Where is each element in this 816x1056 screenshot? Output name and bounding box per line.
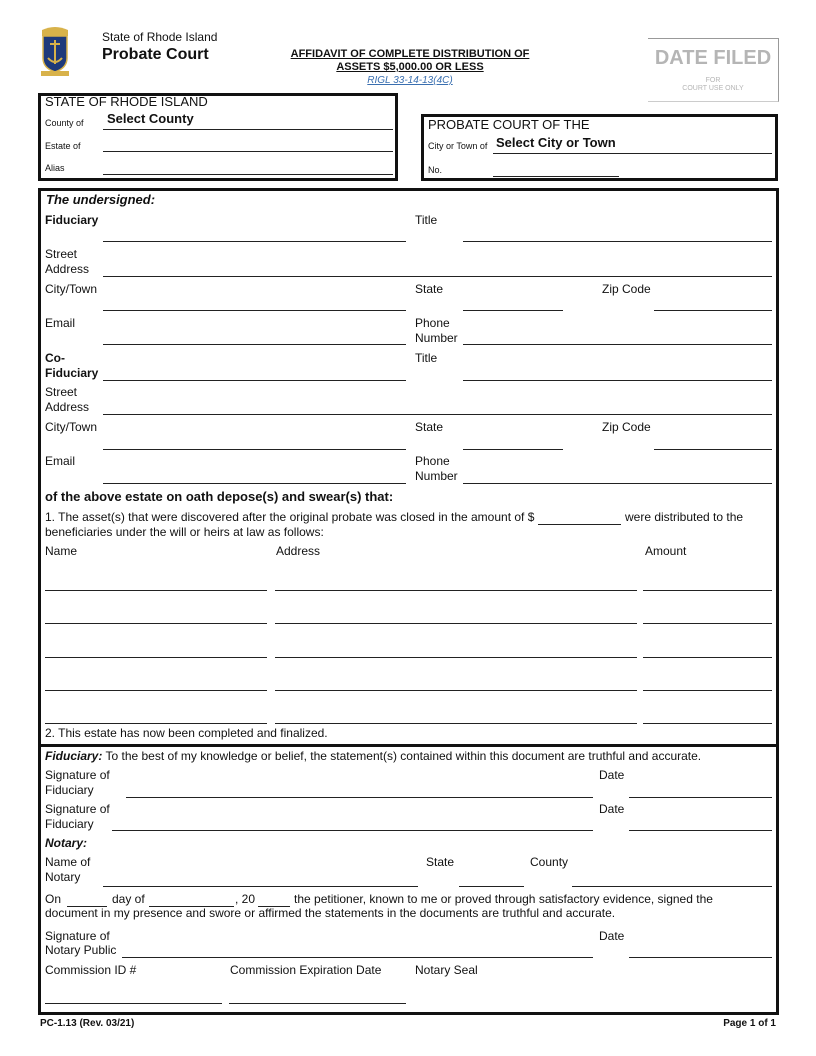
co-fiduciary-date-field[interactable]: [629, 830, 772, 831]
fiduciary-title-field[interactable]: [463, 241, 772, 242]
county-label: County of: [45, 118, 84, 128]
fiduciary-date-field[interactable]: [629, 797, 772, 798]
number-label: Number: [415, 331, 458, 345]
co-fiduciary-field[interactable]: [103, 380, 406, 381]
estate-label: Estate of: [45, 141, 81, 151]
notary-name-label: Name of: [45, 855, 91, 869]
document-text: document in my presence and swore or affirmed the statements in the documents are truthful and accurate.: [45, 906, 616, 920]
oath-heading: of the above estate on oath depose(s) and swear(s) that:: [45, 489, 394, 504]
for-label: FOR: [705, 77, 721, 84]
address-label: Address: [45, 262, 90, 276]
signature-label: Signature of: [45, 768, 110, 782]
co-zip-field[interactable]: [654, 449, 772, 450]
form-title-line1: AFFIDAVIT OF COMPLETE DISTRIBUTION OF: [290, 48, 530, 60]
phone-field[interactable]: [463, 344, 772, 345]
notary-county-label: County: [530, 855, 569, 869]
notary-heading: Notary:: [45, 836, 88, 850]
notary-seal-label: Notary Seal: [415, 963, 478, 977]
date-label-2: Date: [599, 802, 625, 816]
fiduciary-field[interactable]: [103, 241, 406, 242]
beneficiary-name-field[interactable]: [45, 590, 267, 591]
undersigned-section: [38, 188, 779, 747]
fiduciary-statement-lead: Fiduciary:: [45, 749, 103, 763]
beneficiary-address-field[interactable]: [275, 723, 637, 724]
co-street-label: Street: [45, 385, 78, 399]
notary-public-label: Notary Public: [45, 943, 117, 957]
address-column-header: Address: [276, 544, 321, 558]
notary-signature-label: Signature of: [45, 929, 110, 943]
commission-id-label: Commission ID #: [45, 963, 137, 977]
co-state-field[interactable]: [463, 449, 563, 450]
title-label: Title: [415, 213, 438, 227]
amount-field[interactable]: [538, 524, 621, 525]
beneficiary-address-field[interactable]: [275, 590, 637, 591]
notary-signature-field[interactable]: [122, 957, 593, 958]
co-number-label: Number: [415, 469, 458, 483]
beneficiary-amount-field[interactable]: [643, 723, 772, 724]
city-select[interactable]: Select City or Town: [496, 135, 616, 150]
phone-label: Phone: [415, 316, 450, 330]
item1-text: 1. The asset(s) that were discovered after the original probate was closed in the amount of $: [45, 510, 535, 524]
street-label: Street: [45, 247, 78, 261]
state-label: State: [415, 282, 444, 296]
item1-text-line2: beneficiaries under the will or heirs at law as follows:: [45, 525, 324, 539]
street-field[interactable]: [103, 276, 772, 277]
date-filed-label: DATE FILED: [654, 47, 772, 69]
beneficiary-amount-field[interactable]: [643, 690, 772, 691]
name-column-header: Name: [45, 544, 78, 558]
co-city-label: City/Town: [45, 420, 98, 434]
co-address-label: Address: [45, 400, 90, 414]
on-label: On: [45, 892, 62, 906]
undersigned-heading: The undersigned:: [46, 192, 156, 207]
day-of-label: day of: [112, 892, 145, 906]
city-label: City or Town of: [428, 141, 488, 151]
notary-name-field[interactable]: [103, 886, 418, 887]
zip-field[interactable]: [654, 310, 772, 311]
beneficiary-amount-field[interactable]: [643, 657, 772, 658]
notary-date-field[interactable]: [629, 957, 772, 958]
case-number-field[interactable]: [493, 176, 619, 177]
co-phone-field[interactable]: [463, 483, 772, 484]
beneficiary-address-field[interactable]: [275, 690, 637, 691]
signature-section: [38, 744, 779, 1015]
state-name: State of Rhode Island: [102, 30, 218, 44]
court-use-label: COURT USE ONLY: [682, 85, 744, 92]
date-label: Date: [599, 768, 625, 782]
commission-id-field[interactable]: [45, 1003, 222, 1004]
beneficiary-name-field[interactable]: [45, 657, 267, 658]
court-name: Probate Court: [102, 46, 209, 63]
signature-fiduciary-label: Fiduciary: [45, 783, 94, 797]
co-title-field[interactable]: [463, 380, 772, 381]
amount-column-header: Amount: [645, 544, 687, 558]
item2-text: 2. This estate has now been completed and finalized.: [45, 726, 328, 740]
beneficiary-name-field[interactable]: [45, 623, 267, 624]
page-number: Page 1 of 1: [723, 1018, 776, 1029]
alias-field[interactable]: [103, 174, 393, 175]
year-label: , 20: [235, 892, 256, 906]
estate-field[interactable]: [103, 151, 393, 152]
rhode-island-seal-logo: [38, 26, 72, 78]
city-field[interactable]: [103, 310, 406, 311]
notary-state-field[interactable]: [459, 886, 524, 887]
item1-text-cont: were distributed to the: [625, 510, 744, 524]
co-fiduciary-signature-field[interactable]: [112, 830, 593, 831]
court-heading: PROBATE COURT OF THE: [428, 117, 590, 132]
co-email-field[interactable]: [103, 483, 406, 484]
fiduciary-statement: To the best of my knowledge or belief, the statement(s) contained within this document are truthful and accurate.: [102, 749, 702, 763]
beneficiary-amount-field[interactable]: [643, 590, 772, 591]
notary-state-label: State: [426, 855, 455, 869]
beneficiary-address-field[interactable]: [275, 623, 637, 624]
city-label: City/Town: [45, 282, 98, 296]
fiduciary-signature-field[interactable]: [126, 797, 593, 798]
date-filed-box: [648, 38, 779, 102]
beneficiary-name-field[interactable]: [45, 723, 267, 724]
commission-expiration-label: Commission Expiration Date: [230, 963, 382, 977]
co-street-field[interactable]: [103, 414, 772, 415]
notary-date-label: Date: [599, 929, 625, 943]
fiduciary-label: Fiduciary: [45, 213, 99, 227]
no-label: No.: [428, 165, 443, 175]
county-select[interactable]: Select County: [107, 111, 194, 126]
signature-fiduciary-label-2: Fiduciary: [45, 817, 94, 831]
alias-label: Alias: [45, 163, 65, 173]
state-field[interactable]: [463, 310, 563, 311]
beneficiary-amount-field[interactable]: [643, 623, 772, 624]
form-number: PC-1.13 (Rev. 03/21): [40, 1018, 135, 1029]
state-heading: STATE OF RHODE ISLAND: [45, 94, 208, 109]
co-zip-label: Zip Code: [602, 420, 651, 434]
email-label: Email: [45, 316, 76, 330]
notary-county-field[interactable]: [572, 886, 772, 887]
email-field[interactable]: [103, 344, 406, 345]
form-title-line2: ASSETS $5,000.00 OR LESS: [336, 61, 484, 73]
beneficiary-name-field[interactable]: [45, 690, 267, 691]
co-state-label: State: [415, 420, 444, 434]
zip-label: Zip Code: [602, 282, 651, 296]
co-email-label: Email: [45, 454, 76, 468]
signature-label-2: Signature of: [45, 802, 110, 816]
notary-label: Notary: [45, 870, 81, 884]
commission-expiration-field[interactable]: [229, 1003, 406, 1004]
co-title-label: Title: [415, 351, 438, 365]
co-city-field[interactable]: [103, 449, 406, 450]
co-fiduciary-label: Fiduciary: [45, 366, 99, 380]
beneficiary-address-field[interactable]: [275, 657, 637, 658]
co-label: Co-: [45, 351, 65, 365]
petitioner-text: the petitioner, known to me or proved through satisfactory evidence, signed the: [294, 892, 713, 906]
co-phone-label: Phone: [415, 454, 450, 468]
statute-link[interactable]: RIGL 33-14-13(4C): [367, 75, 453, 86]
